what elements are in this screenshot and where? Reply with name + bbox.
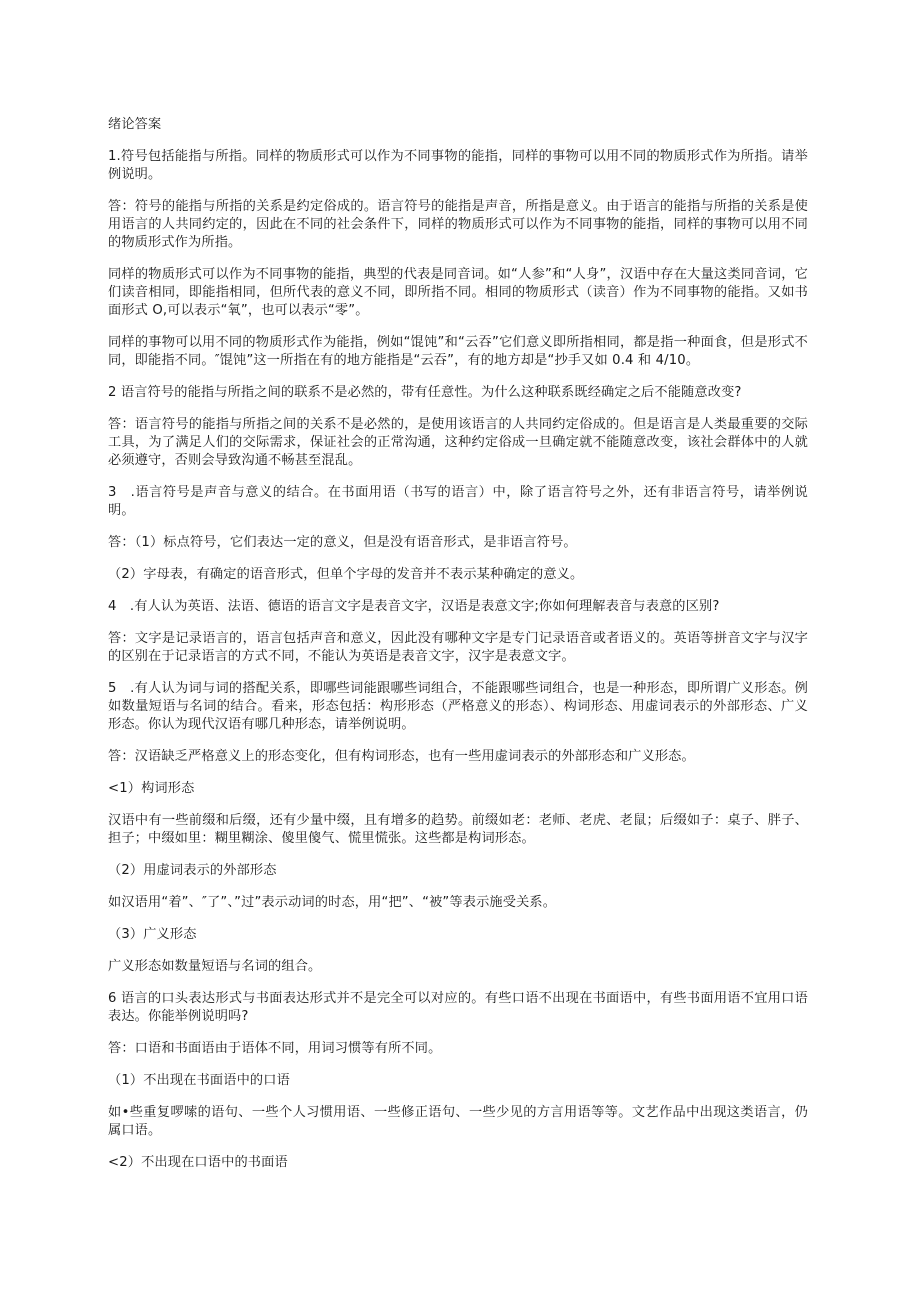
document-title: 绪论答案 <box>108 117 162 132</box>
answer-5-heading-2: （2）用虚词表示的外部形态 <box>108 863 277 878</box>
answer-3-part-2: （2）字母表，有确定的语音形式，但单个字母的发音并不表示某种确定的意义。 <box>108 567 584 582</box>
question-5: 5 .有人认为词与词的搭配关系，即哪些词能跟哪些词组合，不能跟哪些词组合，也是一种形态，即所谓广义形态。例如数量短语与名词的结合。看来，形态包括：构形形态（严格意义的形态）、构词形态、用虚词表示的外部形态、广义形态。你认为现代汉语有哪几种形态，请举例说明。 <box>108 681 808 732</box>
question-4: 4 .有人认为英语、法语、德语的语言文字是表音文字，汉语是表意文字;你如何理解表音与表意的区别? <box>108 599 720 614</box>
answer-1-homophones: 同样的物质形式可以作为不同事物的能指，典型的代表是同音词。如“人参”和“人身”，汉语中存在大量这类同音词，它们读音相同，即能指相同，但所代表的意义不同，即所指不同。相同的物质形式（读音）作为不同事物的能指。又如书面形式 O,可以表示“氧”，也可以表示“零”。 <box>108 267 808 318</box>
question-2: 2 语言符号的能指与所指之间的联系不是必然的，带有任意性。为什么这种联系既经确定之后不能随意改变? <box>108 385 742 400</box>
answer-5: 答：汉语缺乏严格意义上的形态变化，但有构词形态，也有一些用虚词表示的外部形态和广义形态。 <box>108 749 695 764</box>
answer-6-heading-1: （1）不出现在书面语中的口语 <box>108 1073 290 1088</box>
answer-5-body-1: 汉语中有一些前缀和后缀，还有少量中缀，且有增多的趋势。前缀如老：老师、老虎、老鼠；后缀如子：桌子、胖子、担子；中缀如里：糊里糊涂、傻里傻气、慌里慌张。这些都是构词形态。 <box>108 813 808 846</box>
answer-3-part-1: 答：（1）标点符号，它们表达一定的意义，但是没有语音形式，是非语言符号。 <box>108 535 577 550</box>
answer-4: 答：文字是记录语言的，语言包括声音和意义，因此没有哪种文字是专门记录语音或者语义的。英语等拼音文字与汉字的区别在于记录语言的方式不同，不能认为英语是表音文字，汉字是表意文字。 <box>108 631 808 664</box>
answer-5-body-2: 如汉语用“着”、″了”、”过”表示动词的时态，用“把”、“被”等表示施受关系。 <box>108 895 557 910</box>
document-page <box>108 116 808 1186</box>
answer-5-body-3: 广义形态如数量短语与名词的组合。 <box>108 959 322 974</box>
answer-6-body-1: 如•些重复啰嗦的语句、一些个人习惯用语、一些修正语句、一些少见的方言用语等等。文艺作品中出现这类语言，仍属口语。 <box>108 1105 808 1138</box>
question-6: 6 语言的口头表达形式与书面表达形式并不是完全可以对应的。有些口语不出现在书面语中，有些书面用语不宜用口语表达。你能举例说明吗? <box>108 991 808 1024</box>
answer-5-heading-3: （3）广义形态 <box>108 927 197 942</box>
answer-1-intro: 答：符号的能指与所指的关系是约定俗成的。语言符号的能指是声音，所指是意义。由于语言的能指与所指的关系是使用语言的人共同约定的，因此在不同的社会条件下，同样的物质形式可以作为不同事物的能指，同样的事物可以用不同的物质形式作为所指。 <box>108 199 808 250</box>
answer-6-heading-2: <2）不出现在口语中的书面语 <box>108 1155 288 1170</box>
question-1: 1.符号包括能指与所指。同样的物质形式可以作为不同事物的能指，同样的事物可以用不同的物质形式作为所指。请举例说明。 <box>108 149 808 182</box>
answer-2: 答：语言符号的能指与所指之间的关系不是必然的，是使用该语言的人共同约定俗成的。但是语言是人类最重要的交际工具，为了满足人们的交际需求，保证社会的正常沟通，这种约定俗成一旦确定就不能随意改变，该社会群体中的人就必须遵守，否则会导致沟通不畅甚至混乱。 <box>108 417 808 468</box>
question-3: 3 .语言符号是声音与意义的结合。在书面用语（书写的语言）中，除了语言符号之外，还有非语言符号，请举例说明。 <box>108 485 808 518</box>
answer-5-heading-1: <1）构词形态 <box>108 781 195 796</box>
answer-6: 答：口语和书面语由于语体不同，用词习惯等有所不同。 <box>108 1041 442 1056</box>
answer-1-synonyms: 同样的事物可以用不同的物质形式作为能指，例如“馄饨”和“云吞”它们意义即所指相同，都是指一种面食，但是形式不同，即能指不同。″馄饨”这一所指在有的地方能指是“云吞”，有的地方却是“抄手又如 0.4 和 4/10。 <box>108 335 808 368</box>
